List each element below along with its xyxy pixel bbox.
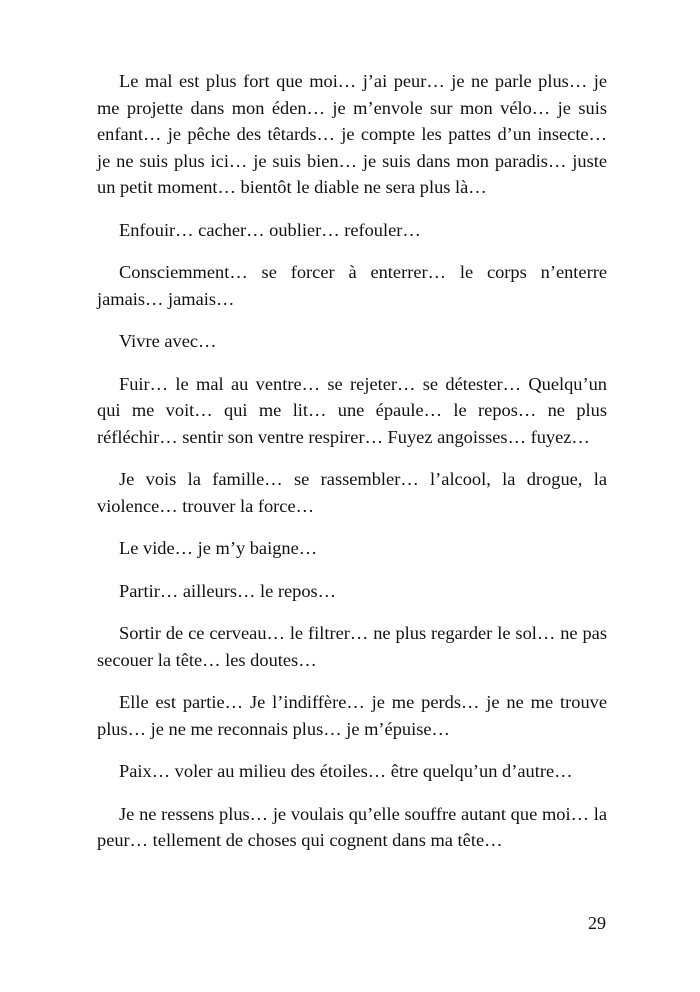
paragraph: Fuir… le mal au ventre… se rejeter… se détester… Quelqu’un qui me voit… qui me lit… une épaule… le repos… ne plus réfléchir… sentir son ventre respirer… Fuyez angoisses… fuyez… <box>97 373 607 447</box>
paragraph: Elle est partie… Je l’indiffère… je me perds… je ne me trouve plus… je ne me reconnais plus… je m’épuise… <box>97 692 607 739</box>
paragraph: Je ne ressens plus… je voulais qu’elle souffre autant que moi… la peur… tellement de choses qui cognent dans ma tête… <box>97 803 607 850</box>
paragraph: Enfouir… cacher… oublier… refouler… <box>119 219 421 240</box>
page-number: 29 <box>588 913 606 933</box>
paragraph: Vivre avec… <box>119 331 217 351</box>
paragraph: Le vide… je m’y baigne… <box>119 538 318 558</box>
paragraph: Sortir de ce cerveau… le filtrer… ne plus regarder le sol… ne pas secouer la tête… les doutes… <box>97 623 607 670</box>
page-body <box>97 68 607 870</box>
paragraph: Paix… voler au milieu des étoiles… être quelqu’un d’autre… <box>119 761 573 781</box>
paragraph: Le mal est plus fort que moi… j’ai peur… je ne parle plus… je me projette dans mon éden… je m’envole sur mon vélo… je suis enfant… je pêche des têtards… je compte les pattes d’un insecte… je ne suis plus ici… je suis bien… je suis dans mon paradis… juste un petit moment… bientôt le diable ne sera plus là… <box>97 71 607 197</box>
paragraph: Consciemment… se forcer à enterrer… le corps n’enterre jamais… jamais… <box>97 262 607 309</box>
paragraph: Partir… ailleurs… le repos… <box>119 580 337 601</box>
paragraph: Je vois la famille… se rassembler… l’alcool, la drogue, la violence… trouver la force… <box>97 469 607 516</box>
